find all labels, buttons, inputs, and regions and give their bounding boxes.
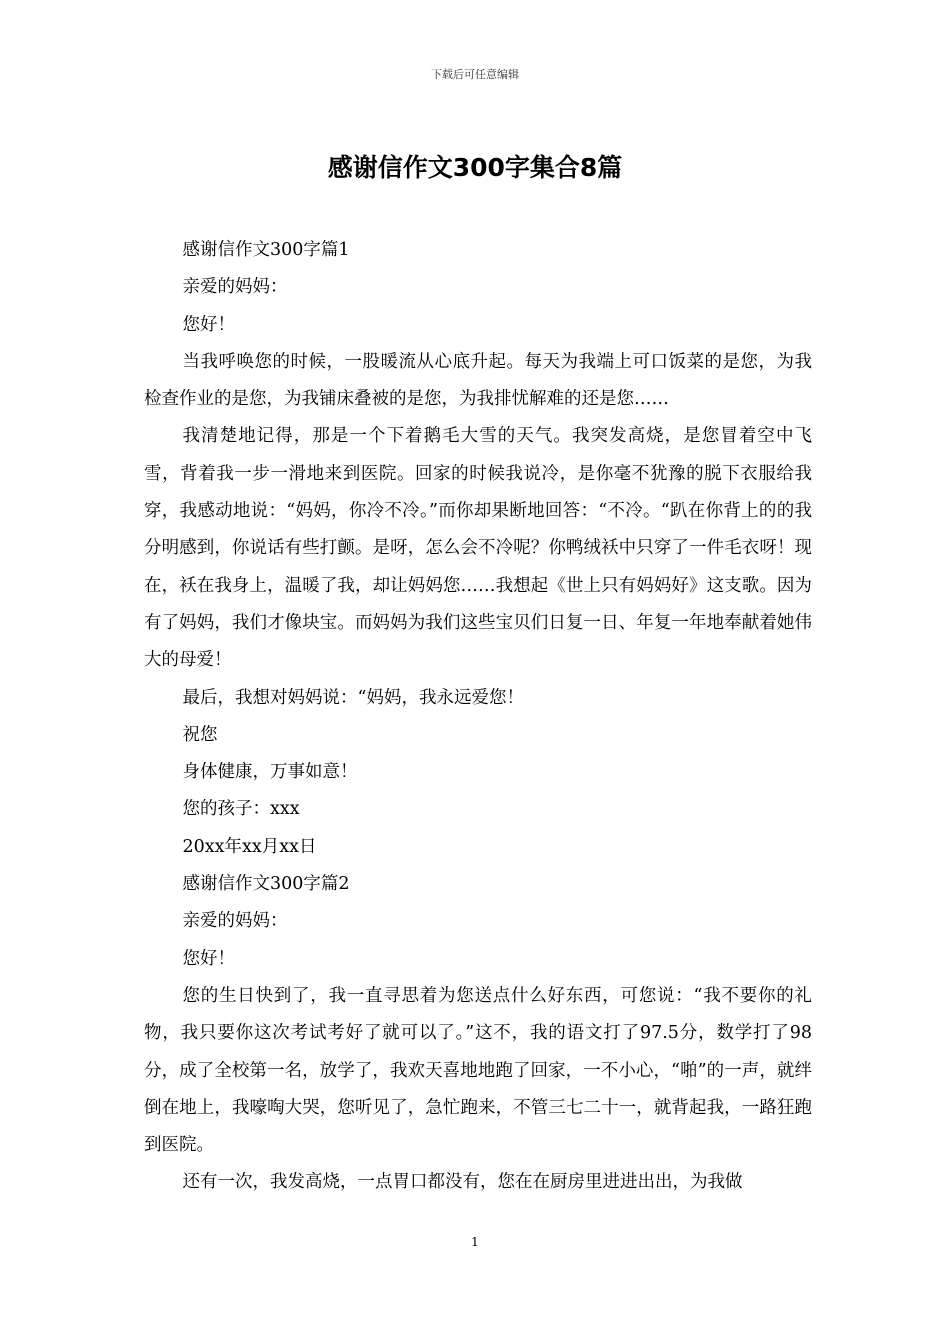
body-paragraph: 最后，我想对妈妈说：“妈妈，我永远爱您！ bbox=[182, 687, 524, 708]
salutation: 亲爱的妈妈： bbox=[182, 277, 288, 298]
section-heading: 感谢信作文300字篇1 bbox=[182, 240, 350, 260]
body-paragraph: 当我呼唤您的时候，一股暖流从心底升起。每天为我端上可口饭菜的是您，为我检查作业的是您，为我铺床叠被的是您，为我排忧解难的还是您…… bbox=[144, 351, 812, 410]
document-body bbox=[144, 232, 812, 1202]
salutation: 亲爱的妈妈： bbox=[182, 911, 288, 932]
body-paragraph: 您的生日快到了，我一直寻思着为您送点什么好东西，可您说：“我不要你的礼物，我只要你这次考试考好了就可以了。”这不，我的语文打了97.5分，数学打了98分，成了全校第一名，放学了，我欢天喜地地跑了回家，一不小心，“啪”的一声，就绊倒在地上，我嚎啕大哭，您听见了，急忙跑来，不管三七二十一，就背起我，一路狂跑到医院。 bbox=[144, 985, 812, 1156]
page-number: 1 bbox=[471, 1235, 479, 1249]
greeting: 您好！ bbox=[182, 948, 235, 969]
greeting: 您好！ bbox=[182, 314, 235, 335]
section-heading: 感谢信作文300字篇2 bbox=[182, 874, 350, 895]
body-paragraph: 我清楚地记得，那是一个下着鹅毛大雪的天气。我突发高烧，是您冒着空中飞雪，背着我一步一滑地来到医院。回家的时候我说冷，是你毫不犹豫的脱下衣服给我穿，我感动地说：“妈妈，你冷不冷。”而你却果断地回答：“不冷。“趴在你背上的的我分明感到，你说话有些打颤。是呀，怎么会不冷呢？你鸭绒袄中只穿了一件毛衣呀！现在，袄在我身上，温暖了我，却让妈妈您……我想起《世上只有妈妈好》这支歌。因为有了妈妈，我们才像块宝。而妈妈为我们这些宝贝们日复一日、年复一年地奉献着她伟大的母爱！ bbox=[144, 426, 812, 671]
document-title: 感谢信作文300字集合8篇 bbox=[327, 153, 623, 182]
page-header-note: 下载后可任意编辑 bbox=[431, 68, 519, 81]
body-paragraph: 还有一次，我发高烧，一点胃口都没有，您在在厨房里进进出出，为我做 bbox=[182, 1172, 743, 1193]
closing-wish: 身体健康，万事如意！ bbox=[182, 762, 358, 783]
closing-wish: 祝您 bbox=[182, 724, 218, 745]
date-line: 20xx年xx月xx日 bbox=[182, 836, 317, 857]
signature: 您的孩子：xxx bbox=[182, 799, 300, 820]
